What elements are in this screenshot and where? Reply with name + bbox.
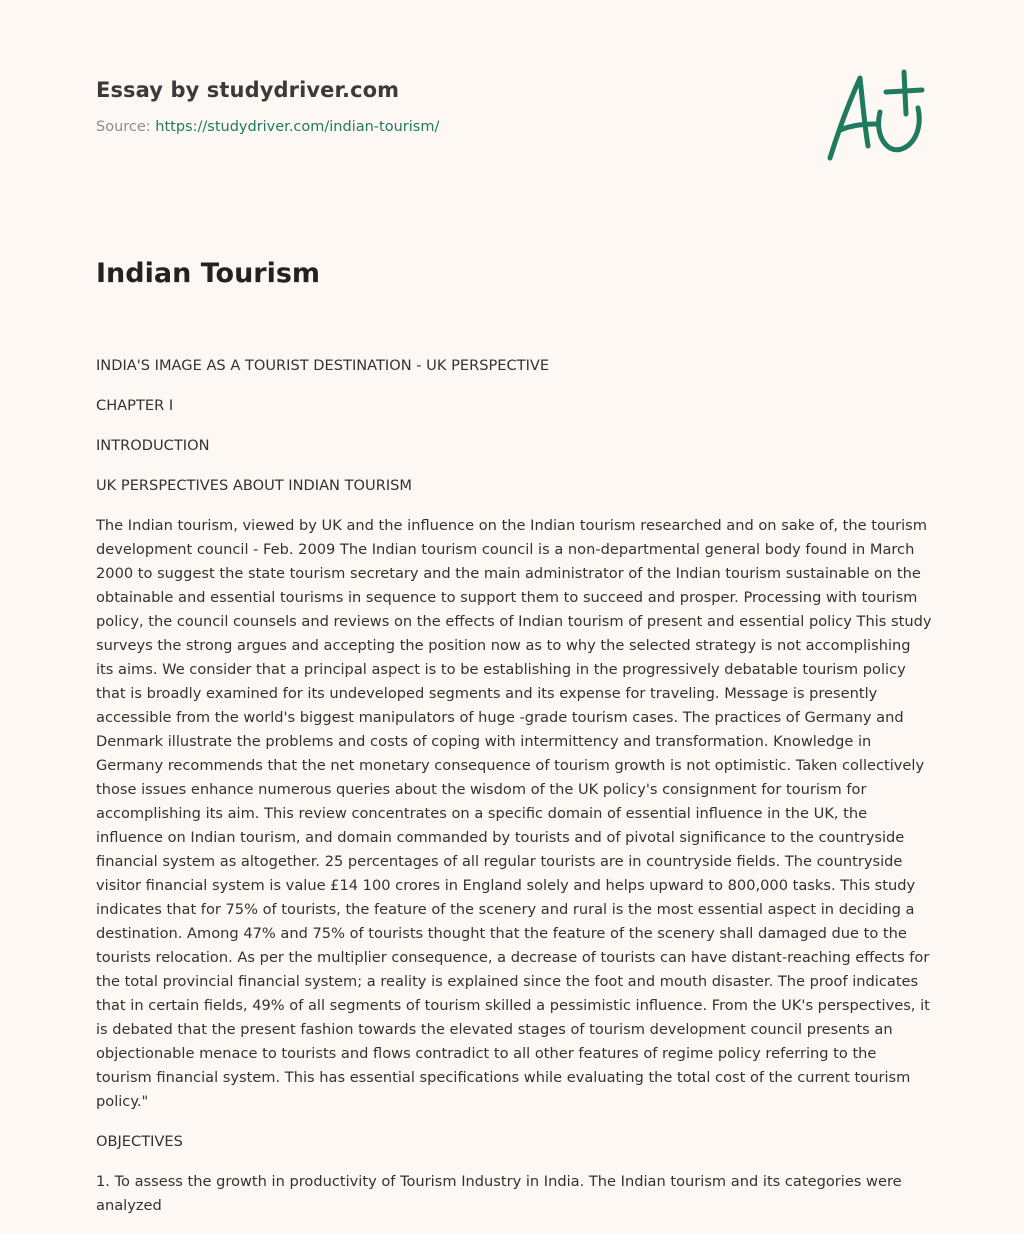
source-link[interactable]: https://studydriver.com/indian-tourism/ (155, 119, 440, 135)
source-line (96, 117, 696, 137)
a-plus-logo-icon (818, 66, 930, 166)
body-paragraph: The Indian tourism, viewed by UK and the influence on the Indian tourism researched and on sake of, the tourism development council - Feb. 2009 The Indian tourism council is a non-departmental general body found in March 2000 to suggest the state tourism secretary and the main administrator of the Indian tourism sustainable on the obtainable and essential tourisms in sequence to support them to succeed and prosper. Processing with tourism policy, the council counsels and reviews on the effects of Indian tourism of present and essential policy This study surveys the strong argues and accepting the position now as to why the selected strategy is not accomplishing its aims. We consider that a principal aspect is to be establishing in the progressively debatable tourism policy that is broadly examined for its undeveloped segments and its expense for traveling. Message is presently accessible from the world's biggest manipulators of huge -grade tourism cases. The practices of Germany and Denmark illustrate the problems and costs of coping with intermittency and transformation. Knowledge in Germany recommends that the net monetary consequence of tourism growth is not optimistic. Taken collectively those issues enhance numerous queries about the wisdom of the UK policy's consignment for tourism for accomplishing its aim. This review concentrates on a specific domain of essential influence in the UK, the influence on Indian tourism, and domain commanded by tourists and of pivotal significance to the countryside financial system as altogether. 25 percentages of all regular tourists are in countryside fields. The countryside visitor financial system is value £14 100 crores in England solely and helps upward to 800,000 tasks. This study indicates that for 75% of tourists, the feature of the scenery and rural is the most essential aspect in deciding a destination. Among 47% and 75% of tourists thought that the feature of the scenery shall damaged due to the tourists relocation. As per the multiplier consequence, a decrease of tourists can have distant-reaching effects for the total provincial financial system; a reality is explained since the foot and mouth disaster. The proof indicates that in certain fields, 49% of all segments of tourism skilled a pessimistic influence. From the UK's perspectives, it is debated that the present fashion towards the elevated stages of tourism development council presents an objectionable menace to tourists and flows contradict to all other features of regime policy referring to the tourism financial system. This has essential specifications while evaluating the total cost of the current tourism policy." (96, 517, 932, 1110)
essay-body (96, 354, 932, 1234)
essay-header (96, 74, 696, 137)
section-heading: OBJECTIVES (96, 1133, 183, 1150)
source-label: Source: (96, 119, 156, 135)
brand-name: Essay by studydriver.com (96, 78, 400, 102)
essay-title: Indian Tourism (96, 258, 321, 289)
section-heading: INTRODUCTION (96, 437, 210, 454)
body-paragraph: 1. To assess the growth in productivity of Tourism Industry in India. The Indian tourism and its categories were analyzed (96, 1173, 902, 1214)
chapter-label: CHAPTER I (96, 397, 174, 414)
section-heading: INDIA'S IMAGE AS A TOURIST DESTINATION - UK PERSPECTIVE (96, 357, 550, 374)
section-heading: UK PERSPECTIVES ABOUT INDIAN TOURISM (96, 477, 412, 494)
